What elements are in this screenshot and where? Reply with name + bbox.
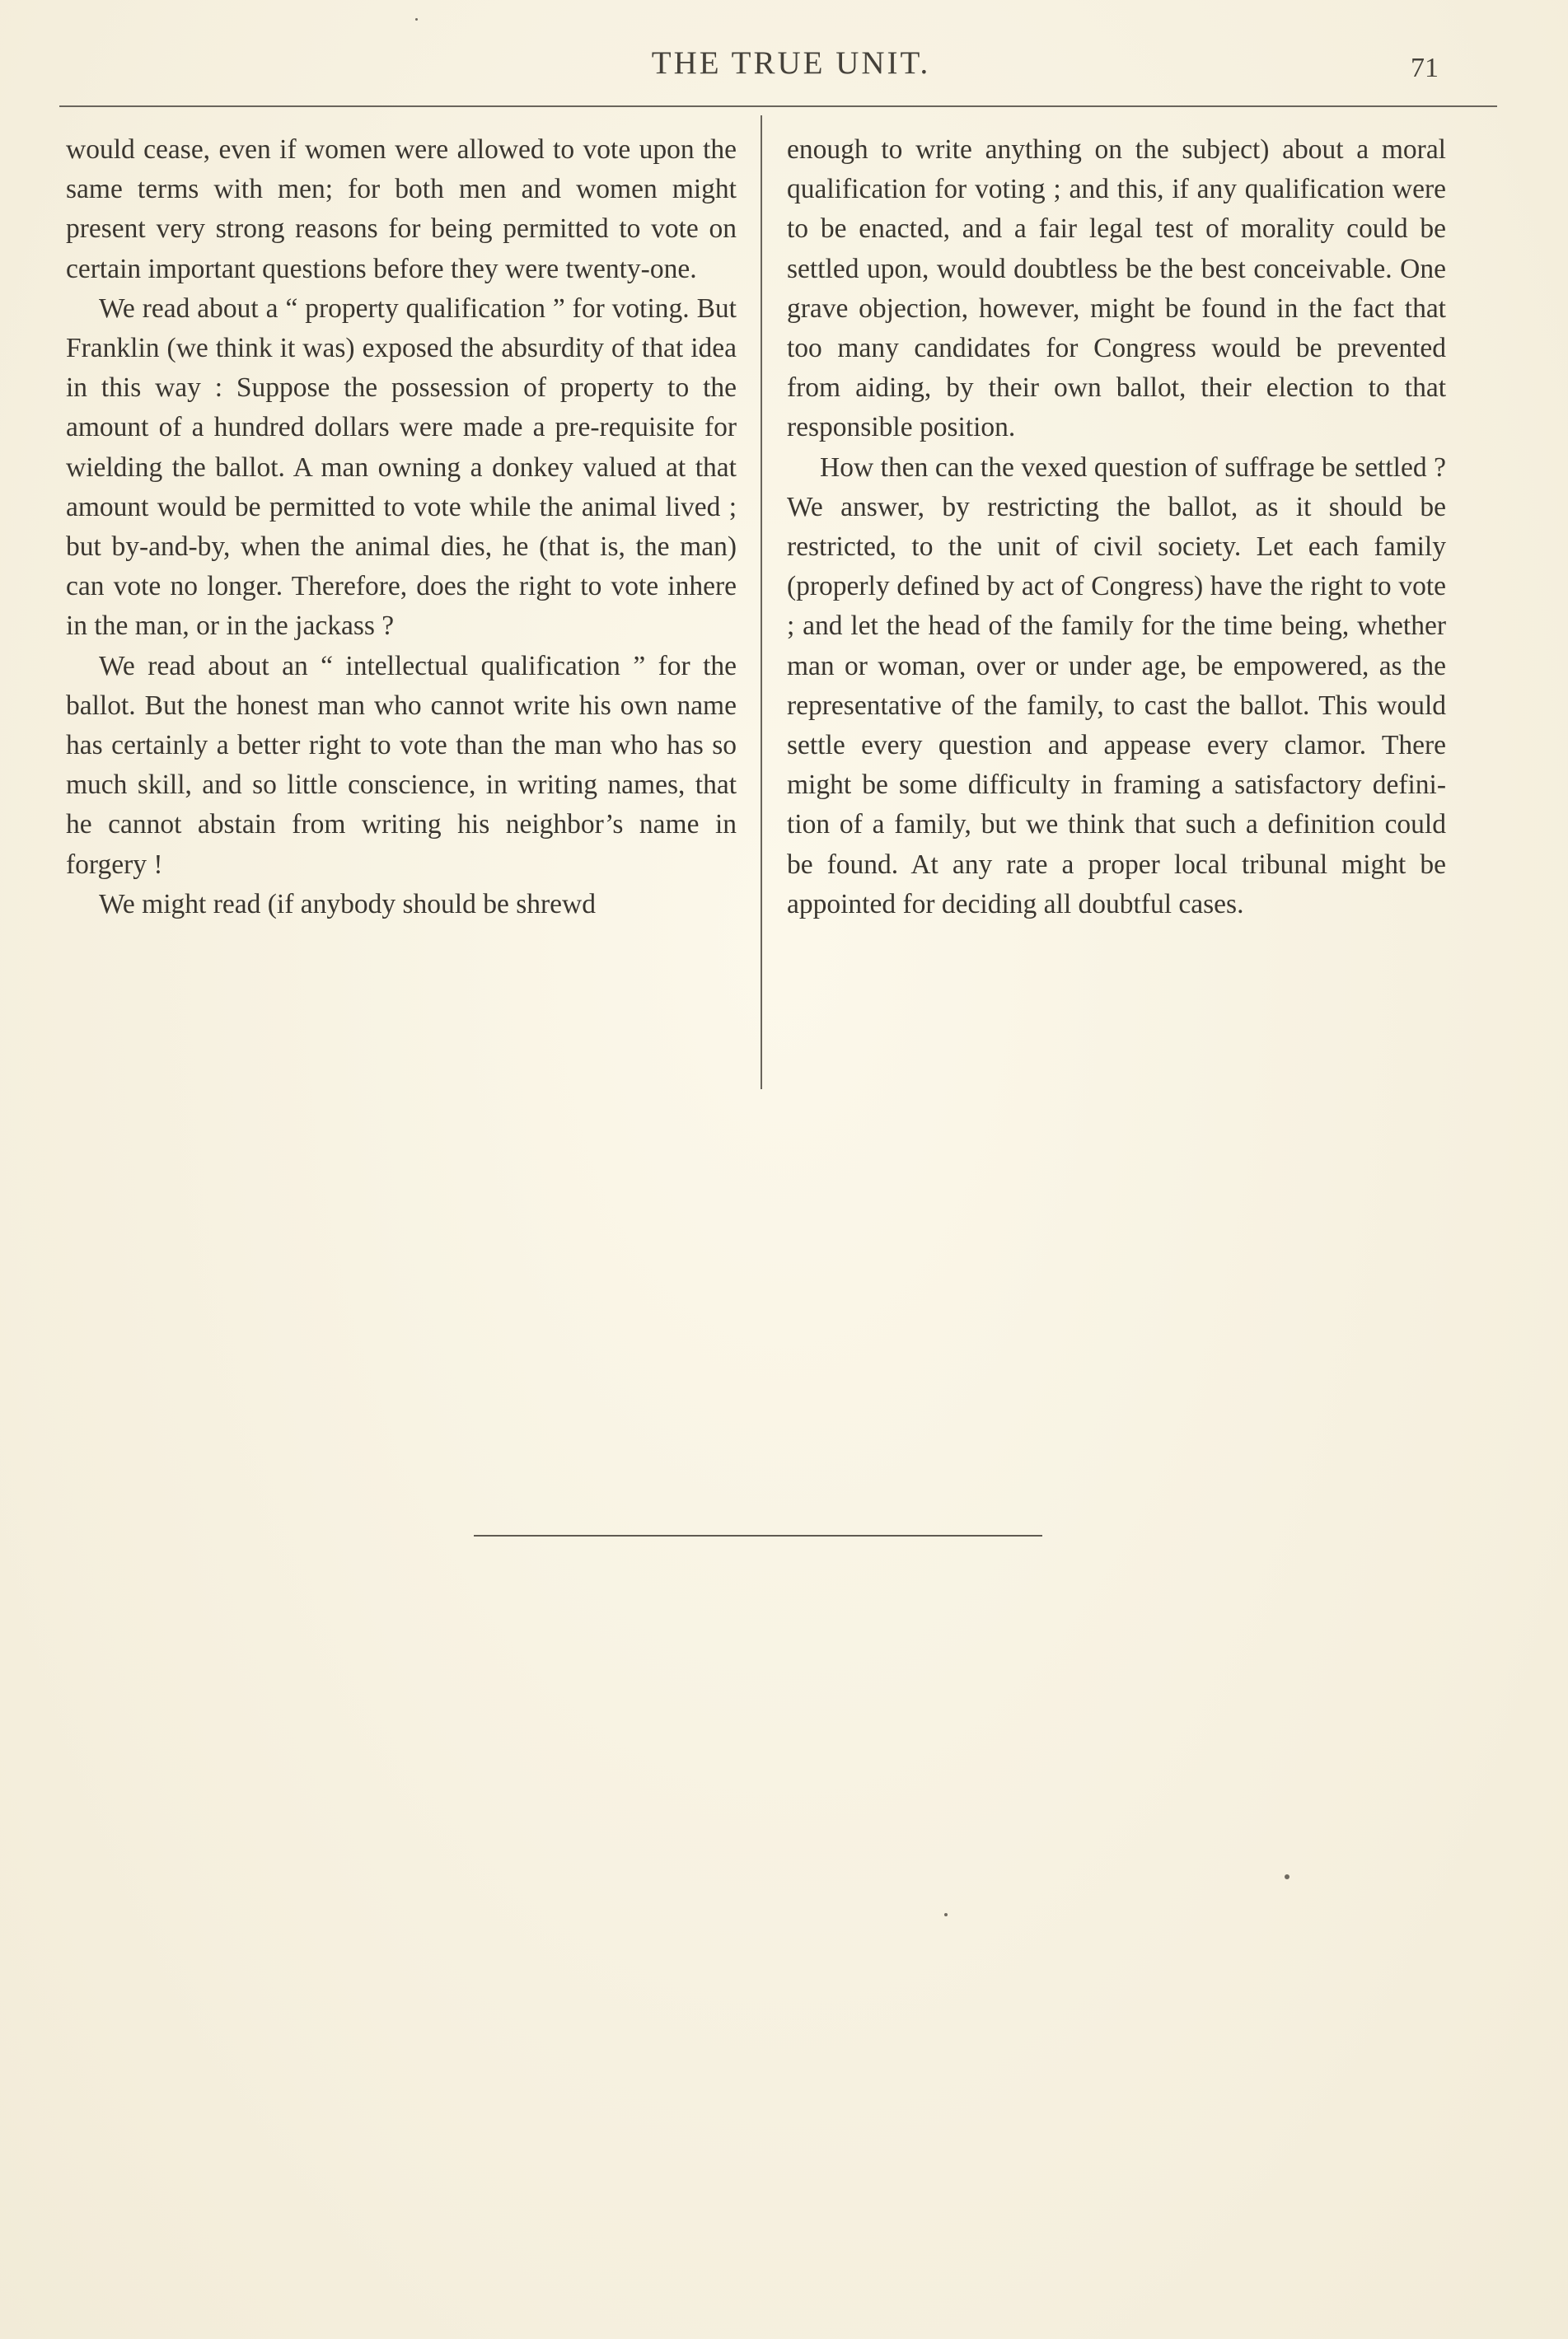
right-column [787,130,1446,924]
running-title: THE TRUE UNIT. [651,45,931,81]
column-divider [761,115,762,1089]
paragraph: enough to write anything on the subject) about a moral qualification for voting ; and this, if any qualification were to be enacted, and a fair legal test of morality could be settled upon, would doubtless be the best conceivable. One grave objection, however, might be found in the fact that too many candidates for Congress would be prevented from aiding, by their own ballot, their election to that responsible position. [787,134,1446,443]
paragraph: We might read (if anybody should be shrewd [99,888,596,919]
paragraph: would cease, even if women were allowed to vote upon the same terms with men; for both men and women might present very strong reasons for being permitted to vote on certain important questions before they were twenty-one. [66,134,737,284]
paper-speck [944,1913,948,1916]
footer-rule [474,1535,1042,1537]
paragraph: We read about a “ property qualification ” for voting. But Franklin (we think it was) exposed the absurdity of that idea in this way : Suppose the possession of property to the amount of a hundred dollars were made a pre-requisite for wielding the ballot. A man owning a donkey valued at that amount would be permitted to vote while the animal lived ; but by-and-by, when the animal dies, he (that is, the man) can vote no longer. Therefore, does the right to vote inhere in the man, or in the jackass ? [66,292,737,642]
paper-speck [1285,1874,1290,1879]
paragraph: We read about an “ intellectual qualification ” for the ballot. But the honest man who cannot write his own name has certainly a better right to vote than the man who has so much skill, and so little conscience, in writing names, that he cannot abstain from writing his neighbor’s name in forgery ! [66,650,737,880]
header-rule [59,105,1497,107]
paper-speck [415,18,418,21]
left-column [66,130,737,924]
paragraph: How then can the vexed question of suffrage be settled ? We answer, by restricting the ballot, as it should be restricted, to the unit of civil society. Let each family (properly defined by act of Congress) have the right to vote ; and let the head of the family for the time being, whether man or woman, over or under age, be empowered, as the representative of the family, to cast the ballot. This would settle every question and appease every clamor. There might be some difficulty in framing a satisfactory definition of a family, but we think that such a definition could be found. At any rate a proper local tribunal might be appointed for deciding all doubtful cases. [787,451,1446,919]
page-number: 71 [1411,53,1439,83]
